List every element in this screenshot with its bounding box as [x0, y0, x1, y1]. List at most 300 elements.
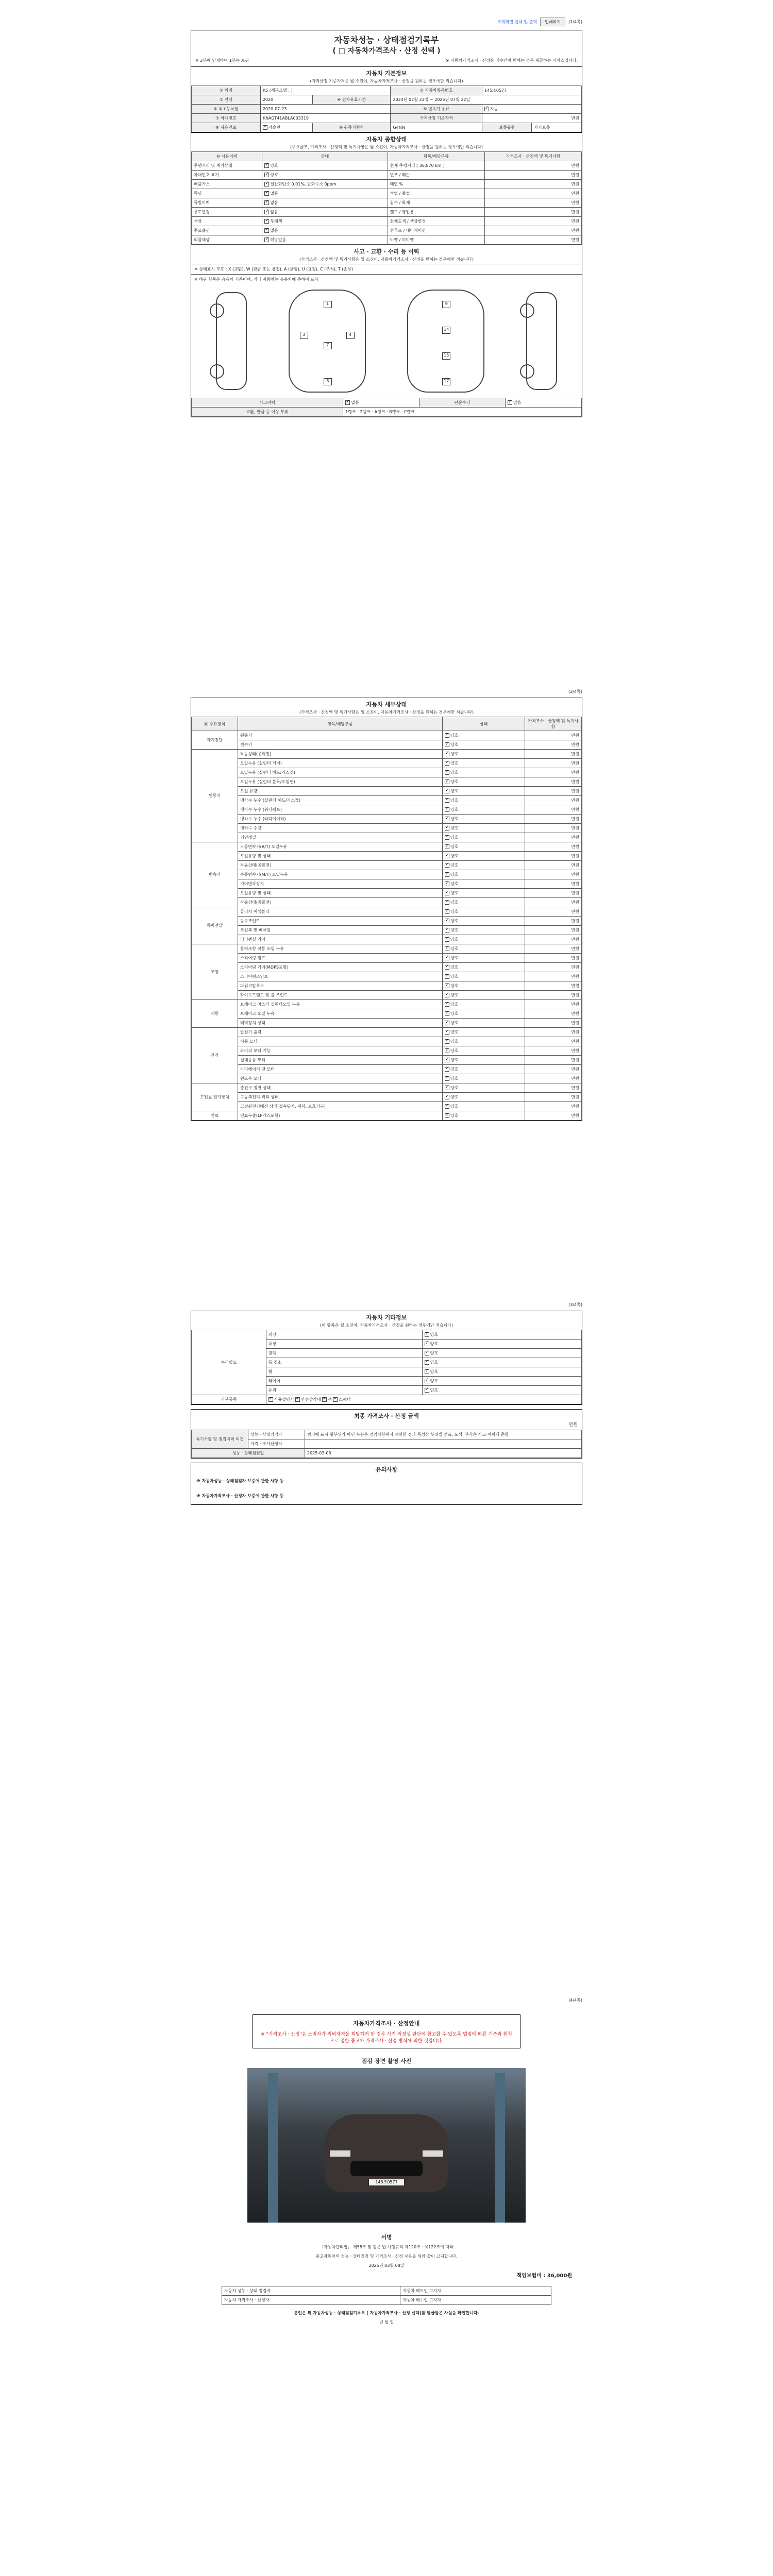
warranty-unit: 만원	[482, 114, 581, 123]
detail-group: 조향	[192, 944, 238, 1000]
checkbox-icon	[445, 1086, 449, 1090]
condition-detail: 적법 / 불법	[388, 189, 484, 198]
part-marker: 4	[346, 332, 355, 339]
condition-item: 색상	[192, 217, 262, 226]
detail-item: 스티어링 펌프	[238, 954, 443, 963]
detail-price: 만원	[525, 731, 582, 740]
detail-state	[443, 991, 525, 1000]
special-label: 특기사항 및 점검자의 의견	[192, 1430, 248, 1449]
detail-price: 만원	[525, 1083, 582, 1093]
table-row	[192, 235, 582, 245]
condition-price: 만원	[485, 180, 582, 189]
detail-state	[443, 898, 525, 907]
checkbox-icon	[445, 835, 449, 840]
detail-item: 오일 유량	[238, 787, 443, 796]
detail-price: 만원	[525, 1046, 582, 1056]
detail-price: 만원	[525, 1065, 582, 1074]
detail-state-text: 양호	[450, 779, 459, 784]
detail-state	[443, 1111, 525, 1121]
detail-state-text: 양호	[450, 807, 459, 812]
checkbox-icon	[445, 1067, 449, 1072]
checkbox-icon	[445, 854, 449, 858]
notice-body-1	[191, 1475, 582, 1489]
detail-state	[443, 907, 525, 917]
checkbox-icon	[322, 1397, 327, 1402]
detail-price: 만원	[525, 768, 582, 777]
table-row	[192, 1046, 582, 1056]
vin-value: KNAGT41ABLA003319	[260, 114, 391, 123]
first-reg-value: 2020-07-23	[260, 105, 391, 114]
first-reg-label: ⑤ 최초등록일	[192, 105, 261, 114]
notice-sec-1: ※ 자동차성능 · 상태점검자 보증에 관한 사항 등	[196, 1479, 284, 1483]
page-number: (2/4쪽)	[568, 689, 582, 694]
table-row	[192, 944, 582, 954]
detail-item: 충전구 절연 상태	[238, 1083, 443, 1093]
car-bottom-view-icon	[407, 290, 484, 393]
checkbox-icon	[445, 909, 449, 914]
car-side-right-icon	[526, 292, 557, 390]
repair-row-label: 단순수리	[419, 398, 506, 408]
misc-group: 수리필요	[192, 1330, 266, 1395]
misc-item: 타이어	[266, 1377, 422, 1386]
inspection-photo	[247, 2068, 526, 2223]
detail-state-text: 양호	[450, 1086, 459, 1090]
detail-state-text: 양호	[450, 817, 459, 821]
sign-heading: 서명	[381, 2234, 392, 2241]
table-row	[192, 217, 582, 226]
parts-rank-list: 1랭크 · 2랭크 · A랭크 · B랭크 · C랭크	[343, 408, 582, 417]
checkbox-icon	[445, 891, 449, 895]
checkbox-icon	[445, 807, 449, 812]
document-title	[191, 30, 582, 67]
checkbox-icon	[484, 107, 489, 111]
page-4	[191, 1994, 582, 2561]
condition-item: 용도변경	[192, 208, 262, 217]
table-row	[192, 852, 582, 861]
detail-state	[443, 935, 525, 944]
condition-sub: (주요골조, 가격조사 · 산정액 및 특기사항은 월 소진이, 자동차가격조사 · 산정을 원하는 경우에만 적습니다)	[290, 145, 483, 149]
accident-legend: ※ 상태표시 부호 : X (교환), W (판금 또는 용접), A (긁힘), U (요철), C (부식), T (손상)	[191, 264, 582, 274]
condition-price: 만원	[485, 189, 582, 198]
date-label: 성능 · 상태점검일	[192, 1449, 305, 1458]
detail-state-text: 양호	[450, 946, 459, 951]
condition-detail: 전체도색 / 색상변경	[388, 217, 484, 226]
table-row	[192, 879, 582, 889]
checkbox-icon	[445, 1039, 449, 1044]
table-row	[192, 787, 582, 796]
car-name-value: K5 (세부모델 : )	[260, 86, 391, 95]
detail-item: 동력조향 작동 오일 누유	[238, 944, 443, 954]
checkbox-icon	[425, 1369, 429, 1374]
detail-state-text: 양호	[450, 1076, 459, 1081]
plate-label: ② 자동차등록번호	[391, 86, 482, 95]
detail-price: 만원	[525, 935, 582, 944]
misc-state-text: 양호	[430, 1369, 439, 1374]
headlight-icon	[330, 2150, 350, 2157]
misc-item: 외장	[266, 1330, 422, 1340]
rank-b: B랭크	[389, 410, 400, 414]
condition-detail: 이행 / 미이행	[388, 235, 484, 245]
checkbox-icon	[264, 200, 269, 205]
detail-state	[443, 852, 525, 861]
detail-price: 만원	[525, 963, 582, 972]
detail-price: 만원	[525, 1009, 582, 1019]
print-button[interactable]: 인쇄하기	[540, 18, 565, 26]
condition-detail: 변조 / 훼손	[388, 171, 484, 180]
detail-item: 파워고압호스	[238, 981, 443, 991]
detail-group: 원동기	[192, 750, 238, 842]
detail-col-3: 상태	[443, 717, 525, 731]
checkbox-icon	[445, 1076, 449, 1081]
transmission-value: ✓ 자동	[482, 105, 581, 114]
car-side-left-icon	[216, 292, 247, 390]
detail-price: 만원	[525, 842, 582, 852]
misc-state	[422, 1377, 581, 1386]
detail-state-text: 양호	[450, 770, 459, 775]
detail-state-text: 양호	[450, 1030, 459, 1035]
detail-price: 만원	[525, 898, 582, 907]
detail-state	[443, 731, 525, 740]
detail-state	[443, 1065, 525, 1074]
detail-item: 브레이크 마스터 실린더오일 누유	[238, 1000, 443, 1009]
condition-section	[191, 133, 582, 245]
part-marker: 7	[324, 342, 332, 349]
detail-price: 만원	[525, 1028, 582, 1037]
detail-price: 만원	[525, 1056, 582, 1065]
table-row	[192, 1056, 582, 1065]
page-number: (4/4쪽)	[568, 1997, 582, 2003]
detail-item: 기어변속장치	[238, 879, 443, 889]
detail-item: 배력장치 상태	[238, 1019, 443, 1028]
condition-price: 만원	[485, 217, 582, 226]
detail-state-text: 양호	[450, 733, 459, 738]
detail-state-text: 양호	[450, 984, 459, 988]
checkbox-icon	[445, 770, 449, 775]
detail-price: 만원	[525, 889, 582, 898]
table-row	[192, 926, 582, 935]
rank-1: 1랭크	[345, 410, 356, 414]
detail-price: 만원	[525, 1019, 582, 1028]
condition-col-3: 항목/해당부품	[388, 152, 484, 161]
checkbox-icon	[425, 1351, 429, 1355]
checkbox-icon	[445, 1048, 449, 1053]
warranty-type-value: 자가보증	[532, 123, 582, 132]
plate-value: 145조0577	[482, 86, 581, 95]
condition-price: 만원	[485, 171, 582, 180]
sign-table	[222, 2286, 551, 2305]
detail-state-text: 양호	[450, 1021, 459, 1025]
checkbox-icon	[508, 400, 512, 405]
checkbox-icon	[445, 844, 449, 849]
price-heading: 최종 가격조사 · 산정 금액	[354, 1413, 419, 1419]
notice-heading: 유의사항	[375, 1466, 398, 1473]
table-row	[192, 972, 582, 981]
checkbox-icon	[295, 1397, 300, 1402]
checkbox-icon	[445, 919, 449, 923]
detail-state-text: 양호	[450, 891, 459, 895]
detail-state	[443, 777, 525, 787]
detail-item: 와이퍼 모터 기능	[238, 1046, 443, 1056]
guide-link[interactable]: 조회화면 안내 및 출력	[497, 19, 537, 24]
photo-plate: 145조0577	[368, 2179, 405, 2186]
detail-state	[443, 889, 525, 898]
detail-item: 발전기 출력	[238, 1028, 443, 1037]
date-value: 2025-03-08	[305, 1449, 582, 1458]
detail-state	[443, 944, 525, 954]
misc-item: 광택	[266, 1349, 422, 1358]
checkbox-icon	[264, 173, 269, 177]
part-marker: 3	[300, 332, 308, 339]
price-sign-label: 자동차 가격조사 · 산정자	[222, 2296, 400, 2305]
detail-state	[443, 861, 525, 870]
table-row	[192, 1102, 582, 1111]
condition-detail: 침수 / 화재	[388, 198, 484, 208]
detail-state-text: 양호	[450, 1048, 459, 1053]
detail-price: 만원	[525, 824, 582, 833]
misc-state-text: 양호	[430, 1351, 439, 1355]
warranty-type-label: 보증유형	[482, 123, 532, 132]
condition-item: 리콜대상	[192, 235, 262, 245]
detail-state-text: 양호	[450, 789, 459, 793]
table-row	[192, 161, 582, 171]
checkbox-icon	[445, 882, 449, 886]
detail-group: 연료	[192, 1111, 238, 1121]
condition-price: 만원	[485, 161, 582, 171]
condition-state-text: 없음	[270, 228, 278, 233]
detail-state	[443, 972, 525, 981]
detail-col-4: 가격조사 · 산정액 및 특기사항	[525, 717, 582, 731]
title-sub: ( □ 자동차가격조사 · 산정 선택 )	[332, 47, 441, 55]
detail-state	[443, 1009, 525, 1019]
table-row	[192, 1074, 582, 1083]
checkbox-icon	[264, 210, 269, 214]
page-2	[191, 685, 582, 1293]
condition-state-text: 무채색	[270, 219, 282, 224]
checkbox-icon	[445, 946, 449, 951]
detail-state-text: 양호	[450, 752, 459, 756]
repair-row-value: ✓ 없음	[505, 398, 581, 408]
misc-item: 유리	[266, 1386, 422, 1395]
detail-state-text: 양호	[450, 919, 459, 923]
detail-heading: 자동차 세부상태	[366, 701, 407, 708]
detail-state	[443, 796, 525, 805]
checkbox-icon	[425, 1342, 429, 1346]
detail-price: 만원	[525, 870, 582, 879]
year-label: ③ 연식	[192, 95, 261, 105]
detail-state-text: 양호	[450, 742, 459, 747]
detail-state	[443, 750, 525, 759]
condition-state	[262, 171, 388, 180]
table-row	[192, 842, 582, 852]
detail-state-text: 양호	[450, 1067, 459, 1072]
table-row	[192, 935, 582, 944]
detail-col-1: ⑪ 주요장치	[192, 717, 238, 731]
checkbox-icon	[445, 965, 449, 970]
rank-c: C랭크	[404, 410, 415, 414]
parts-label: 교환, 판금 등 이상 부위	[192, 408, 343, 417]
checkbox-icon	[445, 974, 449, 979]
seller-label: 자동차 매도인 고지자	[400, 2286, 551, 2296]
condition-item: 배출가스	[192, 180, 262, 189]
price-blank	[305, 1439, 582, 1449]
detail-price: 만원	[525, 907, 582, 917]
detail-state	[443, 1028, 525, 1037]
checkbox-icon	[425, 1388, 429, 1393]
detail-price: 만원	[525, 750, 582, 759]
table-row	[192, 1330, 582, 1340]
detail-price: 만원	[525, 944, 582, 954]
special-text: 범퍼에 표시 형부위가 아닌 부분은 점검사항에서 제외한 점과 특성상 부위별 전표, 도색, 부식은 사고 이력에 준함	[305, 1430, 582, 1439]
detail-item: 냉각수 누수 (워터펌프)	[238, 805, 443, 815]
checkbox-icon	[333, 1397, 338, 1402]
condition-state	[262, 226, 388, 235]
accident-row-value: ✓ 없음	[343, 398, 419, 408]
detail-col-2: 항목/해당부품	[238, 717, 443, 731]
page-1	[191, 15, 582, 680]
misc-item: 룸 청소	[266, 1358, 422, 1367]
detail-state	[443, 824, 525, 833]
detail-state	[443, 926, 525, 935]
table-row	[192, 768, 582, 777]
detail-state-text: 양호	[450, 1002, 459, 1007]
detail-price: 만원	[525, 981, 582, 991]
table-row	[192, 1395, 582, 1404]
table-row	[192, 189, 582, 198]
table-row	[192, 954, 582, 963]
detail-item: 작동상태(공회전)	[238, 898, 443, 907]
checkbox-icon	[445, 798, 449, 803]
table-row	[192, 889, 582, 898]
checkbox-icon	[445, 1002, 449, 1007]
checkbox-icon	[445, 984, 449, 988]
misc-state	[422, 1367, 581, 1377]
condition-state	[262, 198, 388, 208]
detail-state	[443, 842, 525, 852]
detail-item: 냉각수 누수 (실린더 헤드/가스켓)	[238, 796, 443, 805]
detail-item: 라디에이터 팬 모터	[238, 1065, 443, 1074]
table-row	[192, 171, 582, 180]
special-owner: 성능 · 상태점검자	[248, 1430, 305, 1439]
checkbox-icon	[264, 238, 269, 242]
table-row	[192, 1019, 582, 1028]
sign-text-2: 중고자동차의 성능 · 상태점검 및 가격조사 · 산정 내용을 위와 같이 고지합니다.	[315, 2254, 458, 2259]
checkbox-icon	[445, 789, 449, 793]
detail-item: 수동변속기(M/T) 오일누유	[238, 870, 443, 879]
detail-price: 만원	[525, 926, 582, 935]
detail-item: 작동상태(공회전)	[238, 750, 443, 759]
car-diagram	[191, 284, 582, 398]
table-row	[192, 981, 582, 991]
table-row	[192, 208, 582, 217]
detail-section	[191, 698, 582, 1121]
detail-state-text: 양호	[450, 993, 459, 997]
price-section	[191, 1409, 582, 1459]
condition-price: 만원	[485, 226, 582, 235]
checkbox-icon	[445, 1030, 449, 1035]
detail-item: 타이로드엔드 및 볼 조인트	[238, 991, 443, 1000]
part-marker: 17	[442, 378, 450, 385]
detail-state-text: 양호	[450, 1095, 459, 1099]
table-row	[192, 870, 582, 879]
detail-group: 동력전달	[192, 907, 238, 944]
accident-section	[191, 245, 582, 417]
detail-price: 만원	[525, 1074, 582, 1083]
table-row	[192, 917, 582, 926]
condition-detail: 선루프 / 내비게이션	[388, 226, 484, 235]
table-row	[192, 1093, 582, 1102]
detail-item: 냉각수 수량	[238, 824, 443, 833]
footer-text: 본인은 위 자동차성능 · 상태점검기록부 ( 자동차가격조사 · 산정 선택)를 발급받은 사실을 확인합니다.	[294, 2311, 479, 2315]
checkbox-icon	[445, 1104, 449, 1109]
misc-state	[422, 1330, 581, 1340]
table-row	[192, 805, 582, 815]
note-right: ※ 자동차가격조사 · 산정은 매수인이 원하는 경우 제공하는 서비스입니다.	[445, 58, 578, 63]
misc-state	[422, 1349, 581, 1358]
checkbox-icon	[425, 1360, 429, 1365]
checkbox-icon	[445, 733, 449, 738]
detail-state-text: 양호	[450, 863, 459, 868]
condition-state-text: 없음	[270, 200, 278, 205]
condition-state	[262, 161, 388, 171]
checkbox-icon	[445, 742, 449, 747]
warranty-label: 가격산정 기준가격	[391, 114, 482, 123]
checkbox-icon	[264, 182, 269, 187]
detail-state	[443, 833, 525, 842]
part-marker: 14	[442, 327, 450, 334]
table-row	[192, 907, 582, 917]
table-row	[192, 1037, 582, 1046]
detail-price: 만원	[525, 991, 582, 1000]
detail-price: 만원	[525, 796, 582, 805]
detail-group: 제동	[192, 1000, 238, 1028]
headlight-icon	[423, 2150, 443, 2157]
condition-item: 주행거리 및 계기상태	[192, 161, 262, 171]
price-table	[191, 1430, 582, 1458]
table-row	[192, 1111, 582, 1121]
buyer-label: 자동차 매수인 고지자	[400, 2296, 551, 2305]
checkbox-icon	[445, 937, 449, 942]
lift-post-icon	[268, 2073, 278, 2223]
detail-state	[443, 805, 525, 815]
basic-heading: 자동차 기본정보	[366, 70, 407, 77]
condition-detail: 현재 주행거리 [ 36,870 km ]	[388, 161, 484, 171]
checkbox-icon	[445, 761, 449, 766]
price-owner: 가격 · 조사산정자	[248, 1439, 305, 1449]
checkbox-icon	[268, 1397, 273, 1402]
detail-state-text: 양호	[450, 798, 459, 803]
detail-item: 클러치 어셈블리	[238, 907, 443, 917]
detail-state-text: 양호	[450, 826, 459, 831]
lift-post-icon	[495, 2073, 505, 2223]
detail-state	[443, 768, 525, 777]
condition-detail: 매연 %	[388, 180, 484, 189]
misc-sub: (이 항목은 월 소진이, 자동차가격조사 · 산정을 원하는 경우에만 적습니다)	[320, 1323, 453, 1328]
detail-price: 만원	[525, 815, 582, 824]
detail-item: 브레이크 오일 누유	[238, 1009, 443, 1019]
misc-state-text: 양호	[430, 1332, 439, 1337]
basic-item: 잭	[328, 1397, 333, 1402]
detail-state	[443, 1102, 525, 1111]
detail-item: 작동상태(공회전)	[238, 861, 443, 870]
detail-item: 윈도우 모터	[238, 1074, 443, 1083]
detail-item: 오일누유 (실린더 블록/오일팬)	[238, 777, 443, 787]
footer-date: 년 월 일	[379, 2320, 394, 2325]
fuel-value: ✓ 가솔린	[260, 123, 312, 132]
condition-state-text: 양호	[270, 163, 278, 168]
misc-section	[191, 1311, 582, 1405]
rank-2: 2랭크	[360, 410, 371, 414]
detail-state-text: 양호	[450, 1113, 459, 1118]
